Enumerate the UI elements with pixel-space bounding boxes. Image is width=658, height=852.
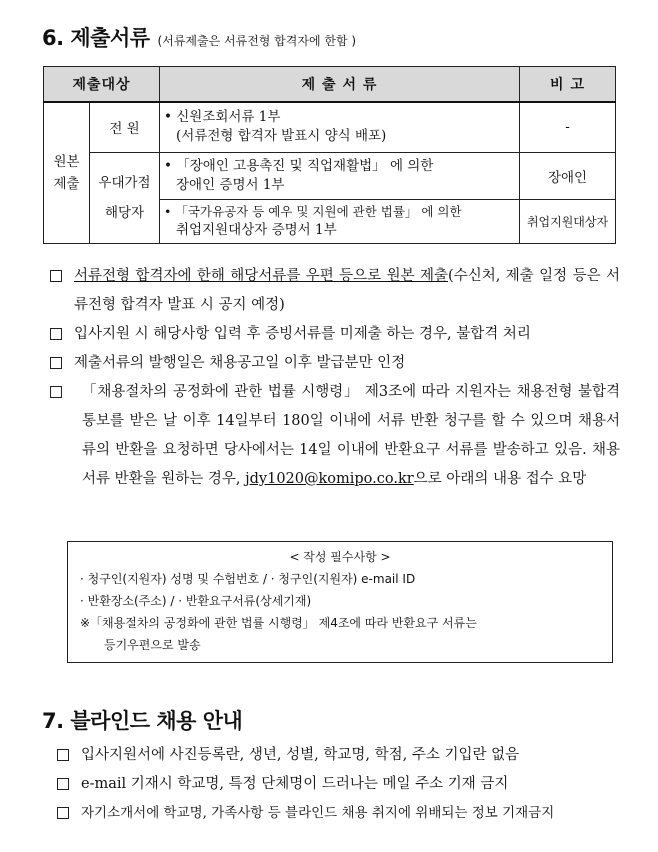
list-item [57, 741, 627, 770]
notice-line: · 반환장소(주소) / · 반환요구서류(상세기재) [80, 594, 312, 608]
checkbox-square-icon [50, 328, 62, 340]
table-row [44, 102, 616, 152]
notice-line: ※「채용절차의 공정화에 관한 법률 시행령」 제4조에 따라 반환요구 서류는 [80, 616, 477, 630]
checkbox-square-icon [57, 778, 69, 790]
list-item [57, 799, 627, 828]
item-text: 자기소개서에 학교명, 가족사항 등 블라인드 채용 취지에 위배되는 정보 기재금지 [81, 805, 555, 821]
document-line: 장애인 증명서 1부 [176, 176, 285, 193]
checkbox-square-icon [50, 386, 62, 398]
target-cell: 전 원 [90, 102, 160, 152]
notice-heading: < 작성 필수사항 > [289, 550, 391, 564]
document-cell [160, 152, 520, 199]
item-text: 으로 아래의 내용 접수 요망 [413, 471, 587, 487]
email-link[interactable]: jdy1020@komipo.co.kr [245, 471, 414, 487]
document-line: • 「국가유공자 등 예우 및 지원에 관한 법률」 에 의한 [164, 204, 462, 219]
list-item [50, 262, 620, 320]
list-item [50, 378, 620, 494]
note-cell: 취업지원대상자 [520, 199, 616, 243]
table-row [44, 152, 616, 199]
document-line: • 「장애인 고용촉진 및 직업재활법」 에 의한 [164, 157, 434, 174]
document-cell [160, 102, 520, 152]
document-cell [160, 199, 520, 243]
underlined-text: 서류전형 합격자에 한해 해당서류를 우편 등으로 원본 제출 [74, 268, 449, 284]
checkbox-square-icon [57, 807, 69, 819]
list-item [50, 349, 620, 378]
table-header-row [44, 67, 616, 103]
item-text: 입사지원서에 사진등록란, 생년, 성별, 학교명, 학점, 주소 기입란 없음 [81, 747, 520, 763]
notice-line: · 청구인(지원자) 성명 및 수험번호 / · 청구인(지원자) e-mail ID [80, 572, 416, 586]
item-text: 입사지원 시 해당사항 입력 후 증빙서류를 미제출 하는 경우, 불합격 처리 [74, 326, 531, 342]
notice-line: 등기우편으로 발송 [104, 638, 201, 652]
document-line: (서류전형 합격자 발표시 양식 배포) [176, 128, 387, 145]
list-item [57, 770, 627, 799]
target-cell: 우대가점 해당자 [90, 152, 160, 243]
section-7-title: 7. 블라인드 채용 안내 [42, 709, 243, 733]
checkbox-square-icon [50, 357, 62, 369]
item-text: e-mail 기재시 학교명, 특정 단체명이 드러나는 메일 주소 기재 금지 [81, 776, 509, 792]
section-6-items [50, 262, 620, 494]
document-line: 취업지원대상자 증명서 1부 [176, 222, 337, 238]
note-cell: - [520, 102, 616, 152]
header-documents: 제 출 서 류 [160, 67, 520, 103]
note-cell: 장애인 [520, 152, 616, 199]
item-text: 제출서류의 발행일은 채용공고일 이후 발급분만 인정 [74, 355, 406, 371]
group-label: 원본 제출 [44, 102, 90, 243]
section-6-heading [42, 22, 356, 52]
item-text: 「채용절차의 공정화에 관한 법률 시행령」 제3조에 따라 지원자는 채용전형 불합격 통보를 받은 날 이후 14일부터 180일 이내에 서류 반환 청구를 할 수 있으며 채용서류의 반환을 요청하면 당사에서는 14일 이내에 반환요구 서류를 발송하고 있음. 채용서류 반환을 원하는 경우, [82, 384, 620, 487]
checkbox-square-icon [57, 749, 69, 761]
document-line: • 신원조회서류 1부 [164, 109, 281, 126]
item-text: (수신처, 제출 일정 등은 서류전형 합격자 발표 시 공지 예정) [74, 268, 620, 313]
checkbox-square-icon [50, 270, 62, 282]
header-note: 비 고 [520, 67, 616, 103]
header-target: 제출대상 [44, 67, 160, 103]
documents-table [43, 66, 616, 244]
section-6-subtitle: (서류제출은 서류전형 합격자에 한함 ) [157, 34, 357, 48]
section-6-title: 6. 제출서류 [42, 26, 150, 50]
section-7-items [57, 741, 627, 828]
required-fields-box [67, 541, 613, 663]
list-item [50, 320, 620, 349]
